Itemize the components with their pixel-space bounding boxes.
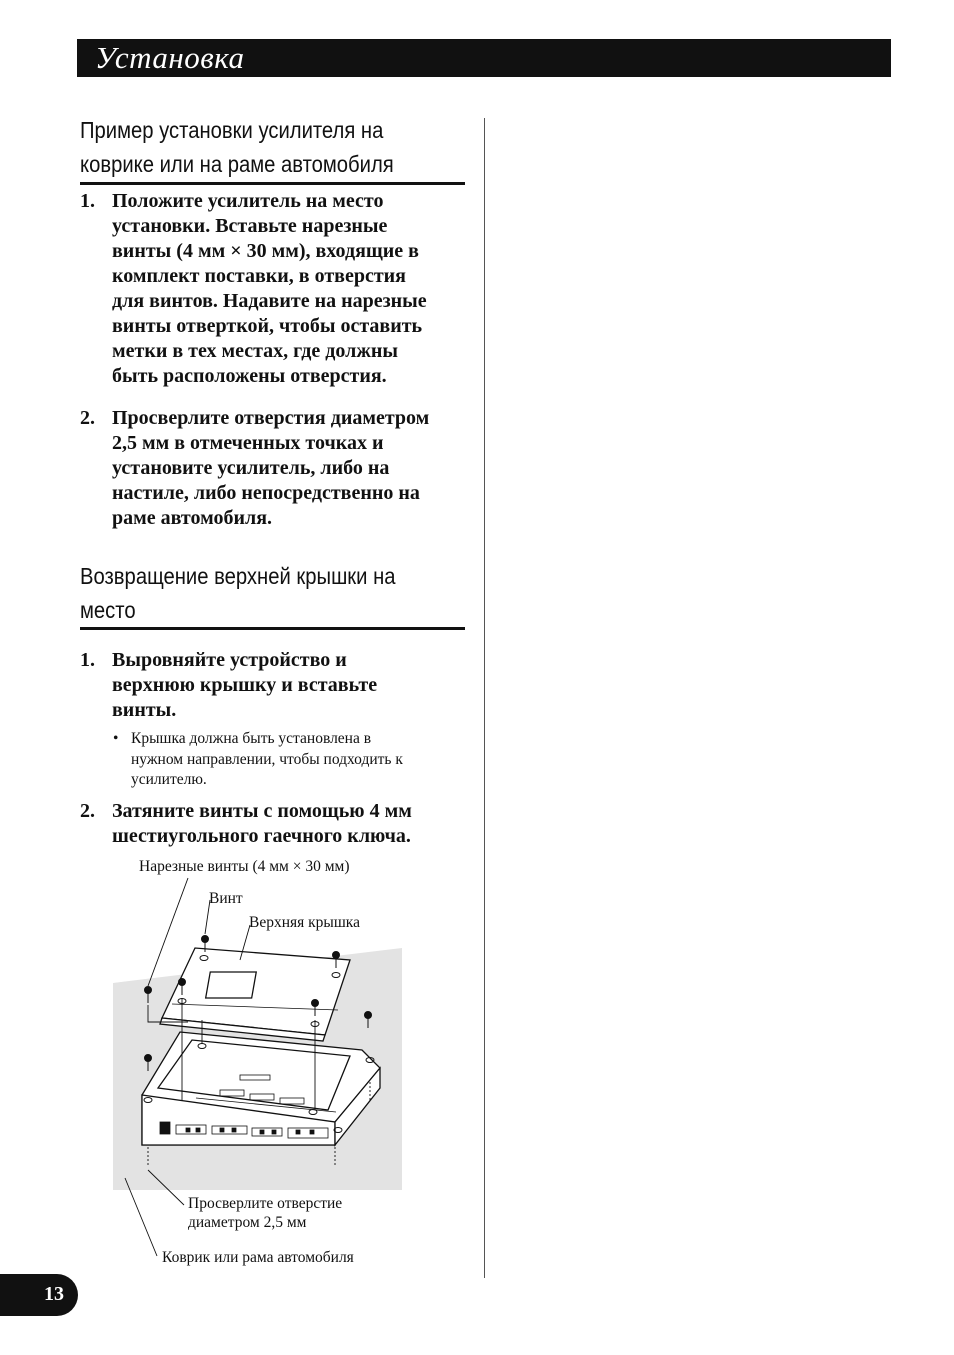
label-drill-hole: Просверлите отверстие диаметром 2,5 мм bbox=[188, 1195, 343, 1231]
step-text: Просверлите отверстия диаметром 2,5 мм в отмеченных точках и установите усилитель, либо на настиле, либо непосредственно на раме автомобиля. bbox=[112, 407, 430, 529]
section-title-line: коврике или на раме автомобиля bbox=[80, 151, 394, 177]
step-number: 2. bbox=[80, 407, 95, 429]
header-bar bbox=[77, 39, 891, 77]
top-cover bbox=[160, 948, 350, 1041]
instruction-step bbox=[80, 799, 470, 849]
installation-diagram bbox=[100, 860, 420, 1280]
page-number: 13 bbox=[44, 1283, 64, 1305]
section-title-line: Пример установки усилителя на bbox=[80, 117, 384, 143]
section-rule bbox=[80, 182, 465, 185]
label-mat: Коврик или рама автомобиля bbox=[162, 1249, 354, 1266]
label-top-cover: Верхняя крышка bbox=[249, 914, 360, 931]
section-title-amplifier-install bbox=[80, 113, 419, 181]
instruction-step bbox=[80, 406, 470, 531]
label-tapping-screws: Нарезные винты (4 мм × 30 мм) bbox=[139, 858, 350, 875]
note-text: Крышка должна быть установлена в нужном направлении, чтобы подходить к усилителю. bbox=[131, 730, 403, 788]
bullet: • bbox=[113, 730, 119, 747]
step-number: 1. bbox=[80, 190, 95, 212]
label-screw: Винт bbox=[209, 890, 243, 907]
step-text: Положите усилитель на место установки. Вставьте нарезные винты (4 мм × 30 мм), входящие в комплект поставки, в отверстия для винтов. Надавите на нарезные винты отверткой, чтобы оставить метки в тех местах, где должны быть расположены отверстия. bbox=[112, 190, 427, 387]
section-title-top-cover bbox=[80, 559, 419, 627]
step-number: 2. bbox=[80, 800, 95, 822]
page-title: Установка bbox=[95, 40, 245, 75]
page-number-badge bbox=[0, 1274, 78, 1316]
section-title-line: Возвращение верхней крышки на bbox=[80, 563, 396, 589]
step-text: Затяните винты с помощью 4 мм шестиугольного гаечного ключа. bbox=[112, 800, 412, 847]
instruction-step bbox=[80, 648, 470, 723]
column-divider bbox=[484, 118, 485, 1278]
instruction-step bbox=[80, 189, 470, 389]
note-item bbox=[113, 729, 473, 791]
section-title-line: место bbox=[80, 597, 136, 623]
step-number: 1. bbox=[80, 649, 95, 671]
step-text: Выровняйте устройство и верхнюю крышку и вставьте винты. bbox=[112, 649, 378, 721]
section-rule bbox=[80, 627, 465, 630]
